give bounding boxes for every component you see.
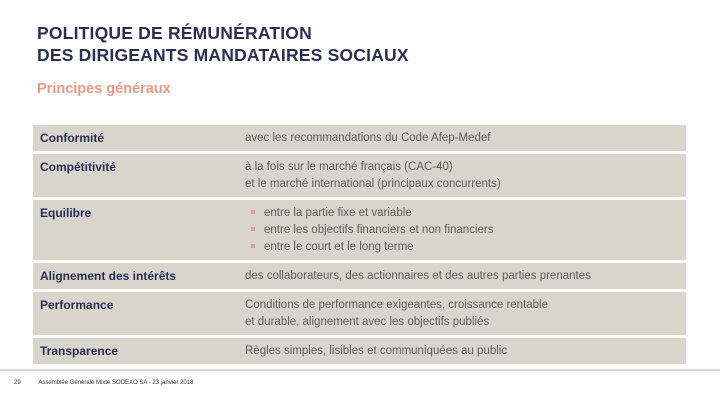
bullet-square-icon bbox=[251, 210, 255, 214]
bullet-text: entre le court et le long terme bbox=[264, 241, 414, 253]
table-row bbox=[33, 338, 686, 364]
bullet-line bbox=[245, 222, 680, 239]
table-row bbox=[33, 263, 686, 289]
table-row bbox=[33, 200, 686, 260]
row-value bbox=[245, 205, 686, 256]
table-row bbox=[33, 125, 686, 151]
row-label: Performance bbox=[40, 298, 114, 312]
row-label: Alignement des intérêts bbox=[40, 269, 177, 283]
bullet-square-icon bbox=[251, 244, 255, 248]
bullet-line bbox=[245, 205, 680, 222]
value-line: et le marché international (principaux concurrents) bbox=[245, 178, 501, 190]
footer-text: Assemblée Générale Mixte SODEXO SA - 23 janvier 2018 bbox=[38, 380, 194, 386]
row-label: Conformité bbox=[40, 131, 104, 145]
bullet-line bbox=[245, 239, 680, 256]
principles-table bbox=[33, 125, 686, 367]
slide-subtitle: Principes généraux bbox=[37, 81, 171, 97]
bullet-square-icon bbox=[251, 227, 255, 231]
value-line: avec les recommandations du Code Afep-Medef bbox=[245, 132, 491, 144]
value-line: et durable, alignement avec les objectifs publiés bbox=[245, 316, 490, 328]
slide-title-line2: DES DIRIGEANTS MANDATAIRES SOCIAUX bbox=[37, 45, 409, 65]
row-value bbox=[245, 343, 686, 360]
bullet-text: entre les objectifs financiers et non financiers bbox=[264, 224, 494, 236]
slide-footer bbox=[14, 379, 704, 387]
row-label: Compétitivité bbox=[40, 160, 117, 174]
footer-divider bbox=[0, 369, 720, 371]
bullet-text: entre la partie fixe et variable bbox=[264, 207, 412, 219]
table-row bbox=[33, 154, 686, 197]
value-line: Règles simples, lisibles et communiquées au public bbox=[245, 345, 508, 357]
row-value bbox=[245, 159, 686, 193]
value-line: Conditions de performance exigeantes, croissance rentable bbox=[245, 299, 549, 311]
row-label: Transparence bbox=[40, 344, 119, 358]
row-label: Equilibre bbox=[40, 206, 92, 220]
row-value bbox=[245, 268, 686, 285]
row-value bbox=[245, 130, 686, 147]
table-row bbox=[33, 292, 686, 335]
page-number: 29 bbox=[14, 380, 21, 386]
value-line: des collaborateurs, des actionnaires et des autres parties prenantes bbox=[245, 270, 591, 282]
slide-title bbox=[37, 22, 409, 66]
slide-title-line1: POLITIQUE DE RÉMUNÉRATION bbox=[37, 23, 312, 43]
row-value bbox=[245, 297, 686, 331]
value-line: à la fois sur le marché français (CAC-40) bbox=[245, 161, 453, 173]
